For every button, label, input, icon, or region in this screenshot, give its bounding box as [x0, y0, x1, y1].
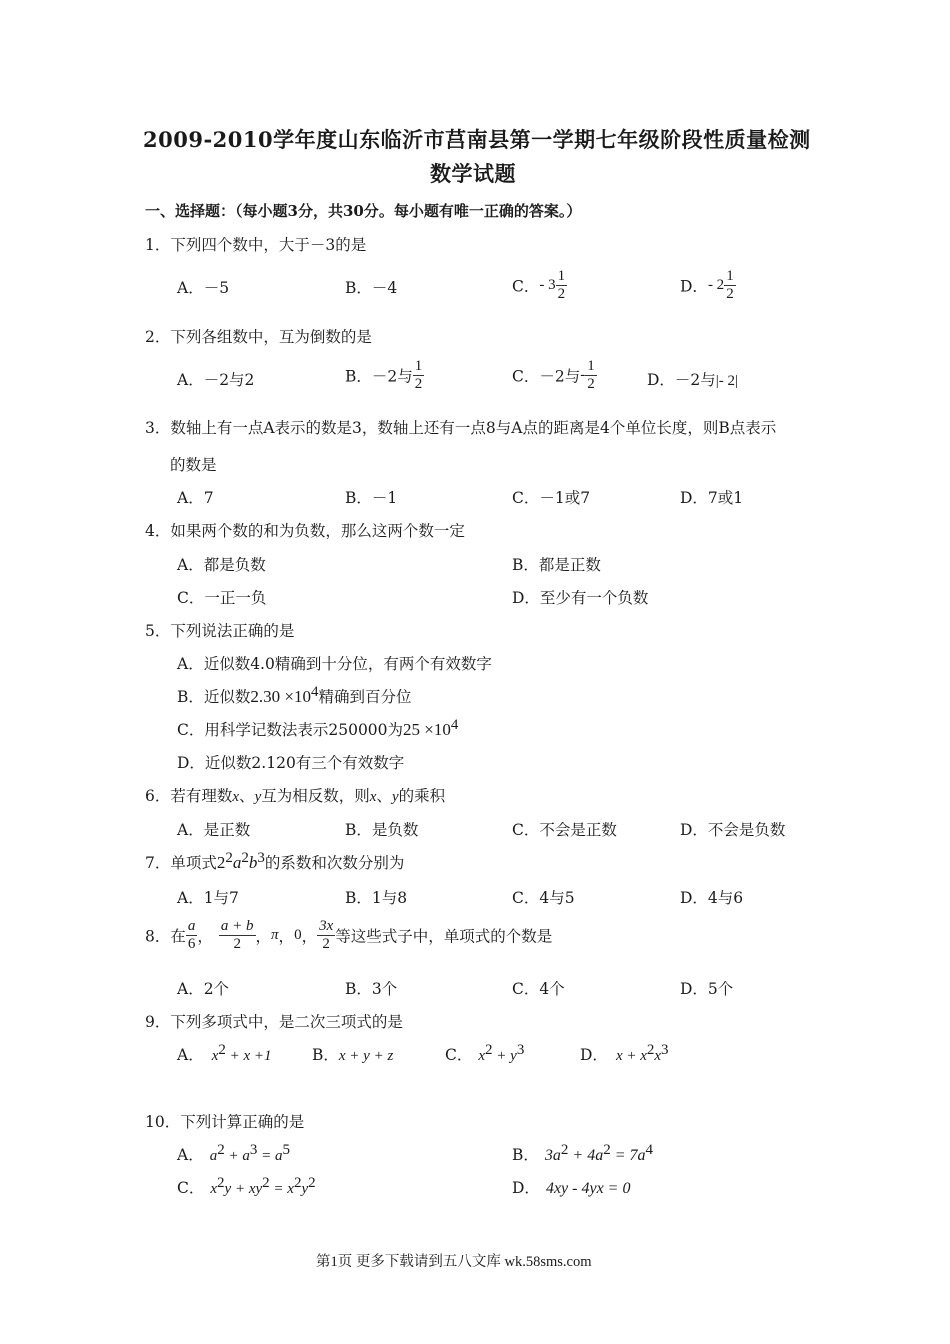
question-2-option-d: D．－2与|- 2| [647, 371, 739, 389]
question-9-option-b: B．x + y + z [312, 1046, 394, 1064]
question-3-stem-line2: 的数是 [170, 456, 217, 474]
question-6-option-b: B．是负数 [345, 821, 419, 839]
question-1-option-c: C．- 3 $\frac{1}{2}$ [512, 268, 566, 302]
fraction: $\frac{1}{2}$ [557, 268, 566, 302]
question-10-stem: 10．下列计算正确的是 [145, 1113, 305, 1131]
question-5-option-d: D．近似数2.120有三个有效数字 [177, 754, 405, 772]
question-9-stem: 9．下列多项式中，是二次三项式的是 [145, 1013, 403, 1031]
question-7-option-a: A．1与7 [177, 889, 239, 907]
question-9-option-a: A． $x^2 + x +1$ [177, 1042, 272, 1064]
question-10-option-b: B． $3a^2 + 4a^2 = 7a^4$ [512, 1142, 653, 1164]
question-5-stem: 5．下列说法正确的是 [145, 622, 295, 640]
question-1-option-d: D．- 2 $\frac{1}{2}$ [680, 268, 734, 302]
question-2-option-c: C．－2与- $\frac{1}{2}$ [512, 358, 595, 392]
question-7-option-b: B．1与8 [345, 889, 408, 907]
question-6-option-a: A．是正数 [177, 821, 251, 839]
question-7-option-c: C．4与5 [512, 889, 575, 907]
question-8-option-b: B．3个 [345, 980, 398, 998]
question-8-option-d: D．5个 [680, 980, 734, 998]
question-3-option-a: A．7 [177, 489, 214, 507]
question-7-stem: 7．单项式$2^2a^2b^3$的系数和次数分别为 [145, 850, 405, 872]
question-10-option-c: C． $x^2y + xy^2 = x^2y^2$ [177, 1175, 316, 1197]
question-1-option-a: A．－5 [177, 279, 230, 297]
question-4-option-b: B．都是正数 [512, 556, 601, 574]
question-2-stem: 2．下列各组数中，互为倒数的是 [145, 328, 372, 346]
question-6-option-c: C．不会是正数 [512, 821, 617, 839]
question-3-option-c: C．－1或7 [512, 489, 591, 507]
question-5-option-a: A．近似数4.0精确到十分位，有两个有效数字 [177, 655, 492, 673]
question-10-option-d: D． 4xy - 4yx = 0 [512, 1179, 631, 1197]
fraction-a-plus-b-over-2: $\frac{a + b}{2}$ [220, 918, 254, 952]
question-4-option-d: D．至少有一个负数 [512, 589, 649, 607]
question-3-option-d: D．7或1 [680, 489, 744, 507]
question-8-option-c: C．4个 [512, 980, 565, 998]
question-3-option-b: B．－1 [345, 489, 398, 507]
question-9-option-c: C． $x^2 + y^3$ [445, 1042, 525, 1064]
question-5-option-c: C．用科学记数法表示250000为$25 \times 10^4$ [177, 717, 459, 739]
fraction-3x-over-2: $\frac{3x}{2}$ [319, 918, 334, 952]
exam-title-line2: 数学试题 [430, 161, 516, 186]
fraction: $\frac{1}{2}$ [414, 358, 423, 392]
question-4-option-c: C．一正一负 [177, 589, 267, 607]
question-9-option-d: D． $x + x^2x^3$ [580, 1042, 669, 1064]
question-4-option-a: A．都是负数 [177, 556, 266, 574]
question-6-stem: 6．若有理数x、y互为相反数，则x、y的乘积 [145, 787, 446, 805]
question-1-stem: 1．下列四个数中，大于－3的是 [145, 236, 367, 254]
question-8-option-a: A．2个 [177, 980, 230, 998]
question-7-option-d: D．4与6 [680, 889, 744, 907]
question-1-option-b: B．－4 [345, 279, 398, 297]
question-8-stem: 8．在 $\frac{a}{6}$ ， $\frac{a + b}{2}$ ，π，0， $\frac{3x}{2}$ 等这些式子中，单项式的个数是 [145, 918, 553, 952]
question-4-stem: 4．如果两个数的和为负数，那么这两个数一定 [145, 522, 465, 540]
fraction: $\frac{1}{2}$ [726, 268, 734, 302]
question-5-option-b: B．近似数$2.30 \times 10^4$精确到百分位 [177, 684, 412, 706]
fraction: $\frac{1}{2}$ [587, 358, 595, 392]
fraction-a-over-6: $\frac{a}{6}$ [187, 918, 196, 952]
page-footer: 第1页 更多下载请到五八文库 wk.58sms.com [316, 1254, 592, 1270]
question-10-option-a: A． $a^2 + a^3 = a^5$ [177, 1142, 290, 1164]
question-6-option-d: D．不会是负数 [680, 821, 786, 839]
exam-title-line1: 2009-2010学年度山东临沂市莒南县第一学期七年级阶段性质量检测 [143, 127, 811, 152]
question-2-option-b: B．－2与 $\frac{1}{2}$ [345, 358, 423, 392]
section-heading: 一、选择题：（每小题3分，共30分。每小题有唯一正确的答案。） [145, 202, 582, 220]
question-2-option-a: A．－2与2 [177, 371, 255, 389]
question-3-stem-line1: 3．数轴上有一点A表示的数是3，数轴上还有一点8与A点的距离是4个单位长度，则B点表示 [145, 419, 777, 437]
